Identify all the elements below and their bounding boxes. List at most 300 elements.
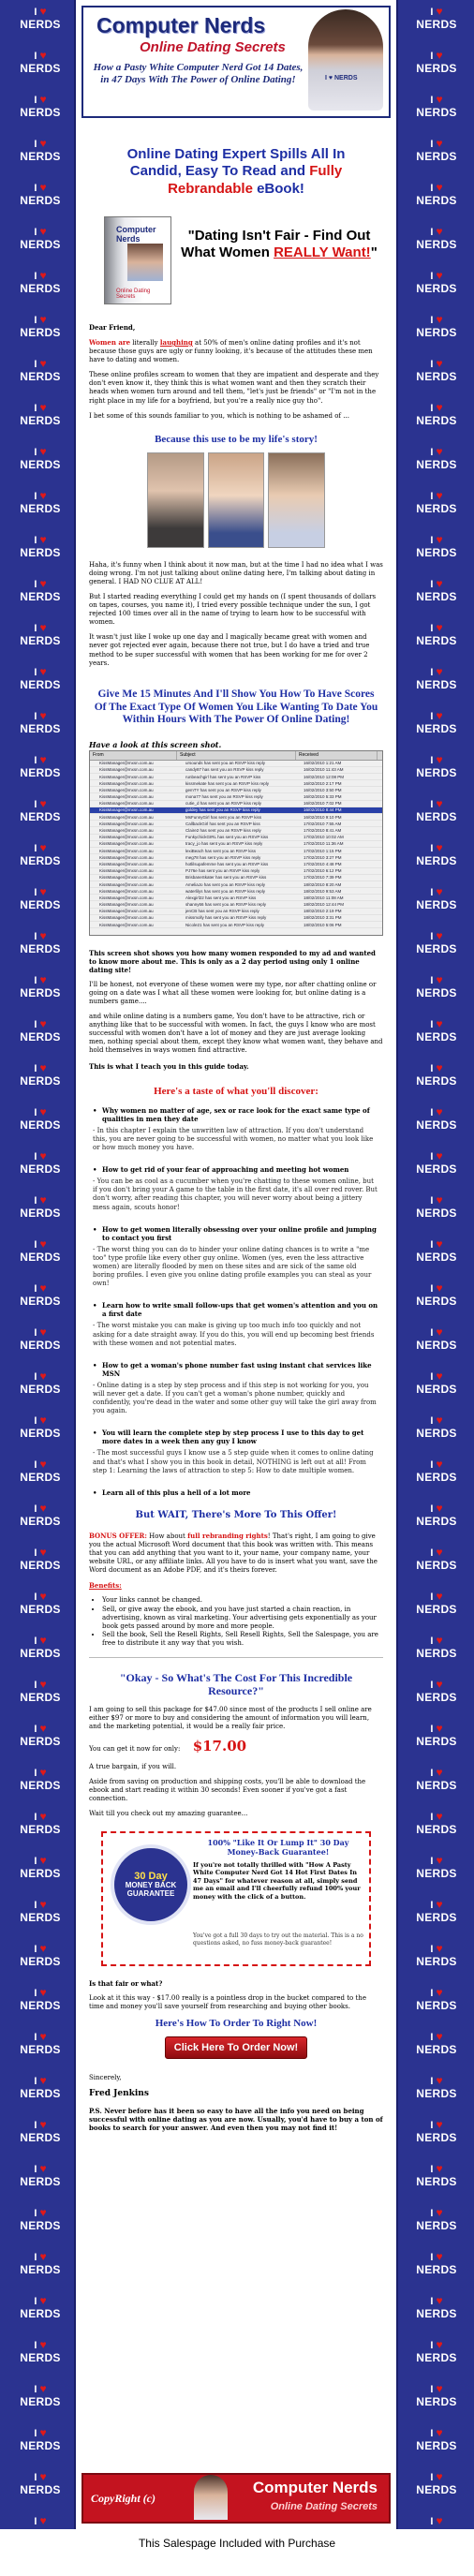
story-p1: Haha, it's funny when I think about it now man, but at the time I had no idea what I was doing wrong. I'm not just talking about online dating here, I'm talking about dating in general. I HAD NO CLUE AT ALL! <box>89 560 383 585</box>
i-heart-nerds-tile: I ♥ NERDS <box>20 1193 61 1220</box>
i-heart-nerds-tile: I ♥ NERDS <box>416 1898 457 1924</box>
email-date: 18/02/2010 2:19 PM <box>304 909 342 914</box>
heart-icon: ♥ <box>436 137 443 150</box>
i-heart-nerds-tile: I ♥ NERDS <box>20 2162 61 2188</box>
i-heart-nerds-tile: I ♥ NERDS <box>416 181 457 207</box>
heart-icon: ♥ <box>436 1942 443 1955</box>
after-p2: I'll be honest, not everyone of these women were my type, nor after chatting online or going on a date was I what all these women were looking for, but online dating is a numbers game.... <box>89 980 377 1006</box>
email-date: 18/02/2010 3:31 PM <box>304 915 342 921</box>
heart-icon: ♥ <box>436 1854 443 1867</box>
email-row[interactable] <box>90 868 382 875</box>
email-subject: ursounds has sent you an RSVP kiss reply <box>185 761 265 766</box>
i-heart-nerds-tile: I ♥ NERDS <box>20 1898 61 1924</box>
guarantee-title: 100% "Like It Or Lump It" 30 Day Money-Back Guarantee! <box>207 1838 349 1857</box>
story-heading: Because this use to be my life's story! <box>155 433 318 445</box>
email-from: KissManager@mxsn.com.au <box>99 767 154 773</box>
bullet-detail: - The worst mistake you can make is giving up too much info too quickly and not asking for a date straight away. If you do this, you will end up becoming best friends with these women and not potential mates. <box>93 1322 375 1347</box>
seal-bottom: GUARANTEE <box>126 1889 175 1899</box>
heart-icon: ♥ <box>436 2206 443 2219</box>
i-heart-nerds-tile: I ♥ NERDS <box>416 1149 457 1176</box>
heart-icon: ♥ <box>39 621 47 634</box>
i-heart-nerds-tile: I ♥ NERDS <box>20 973 61 999</box>
i-heart-nerds-tile: I ♥ NERDS <box>20 181 61 207</box>
email-row[interactable] <box>90 915 382 922</box>
after-p3: and while online dating is a numbers game, You don't have to be attractive, rich or anything like that to be successful with women. In fact, the guys I know who are most successful with women don't have a lot of money and they are just average looking men, nothing special about them, except they know what women want, they behave and hold themselves in ways women find attractive. <box>89 1013 383 1055</box>
email-row[interactable] <box>90 854 382 861</box>
after-p1: This screen shot shows you how many women responded to my ad and wanted to know more about me. This is only as a 2 day period using only 1 online dating site! <box>89 948 376 974</box>
i-heart-nerds-tile: I ♥ NERDS <box>20 2074 61 2100</box>
headline-highlight: Fully Rebrandable <box>168 163 343 197</box>
heart-icon: ♥ <box>39 533 47 546</box>
heart-icon: ♥ <box>436 2514 443 2527</box>
email-date: 17/02/2010 8:41 AM <box>304 828 342 834</box>
heart-icon: ♥ <box>39 1898 47 1911</box>
email-subject: Alexgirl22 has sent you an RSVP kiss <box>185 895 257 900</box>
email-from: KissManager@mxsn.com.au <box>99 895 154 900</box>
email-row[interactable] <box>90 861 382 867</box>
email-row[interactable] <box>90 780 382 787</box>
quote-end: " <box>370 244 378 260</box>
email-row[interactable] <box>90 814 382 821</box>
col-received: Received <box>296 751 378 760</box>
header-model-photo <box>308 9 383 111</box>
i-heart-nerds-tile: I ♥ NERDS <box>416 1369 457 1396</box>
email-from: KissManager@mxsn.com.au <box>99 794 154 800</box>
i-heart-nerds-tile: I ♥ NERDS <box>416 2514 457 2540</box>
i-heart-nerds-tile: I ♥ NERDS <box>416 1766 457 1792</box>
bargain-text: A true bargain, if you will. <box>89 1762 177 1770</box>
i-heart-nerds-tile: I ♥ NERDS <box>416 929 457 955</box>
heart-icon: ♥ <box>436 357 443 370</box>
intro-women: Women are <box>89 337 131 347</box>
ebook-cover-title: Computer Nerds <box>116 224 156 244</box>
heart-icon: ♥ <box>436 1502 443 1515</box>
i-heart-nerds-tile: I ♥ NERDS <box>416 1237 457 1264</box>
email-date: 16/02/2010 9:10 PM <box>304 814 342 820</box>
email-subject: goldey has sent you an RSVP kiss reply <box>185 807 260 813</box>
photo-3 <box>268 452 325 548</box>
email-date: 18/02/2010 5:06 PM <box>304 922 342 927</box>
i-heart-nerds-tile: I ♥ NERDS <box>416 1810 457 1836</box>
i-heart-nerds-tile: I ♥ NERDS <box>20 2118 61 2144</box>
i-heart-nerds-tile: I ♥ NERDS <box>416 1017 457 1044</box>
email-date: 16/02/2010 3:50 PM <box>304 787 342 792</box>
seal-days: 30 Day <box>134 1871 168 1883</box>
email-row[interactable] <box>90 909 382 915</box>
heart-icon: ♥ <box>39 313 47 326</box>
email-from: KissManager@mxsn.com.au <box>99 854 154 860</box>
email-subject: gemTY has sent you an RSVP kiss reply <box>185 787 261 792</box>
i-heart-nerds-tile: I ♥ NERDS <box>416 973 457 999</box>
heart-icon: ♥ <box>436 577 443 590</box>
intro-literally: literally <box>130 338 160 347</box>
heart-icon: ♥ <box>39 2030 47 2043</box>
footer-photo <box>194 2475 228 2520</box>
email-from: KissManager@mxsn.com.au <box>99 821 154 826</box>
signer-name: Fred Jenkins <box>89 2089 149 2099</box>
email-subject: lexiBeach has sent you an RSVP kiss <box>185 848 256 853</box>
email-from: KissManager@mxsn.com.au <box>99 861 154 866</box>
i-heart-nerds-tile: I ♥ NERDS <box>20 1766 61 1792</box>
bullet-title: • How to get women literally obsessing over your online profile and jumping to contact you first <box>93 1225 379 1242</box>
i-heart-nerds-tile: I ♥ NERDS <box>20 2426 61 2452</box>
benefits-label: Benefits: <box>89 1581 122 1591</box>
email-row[interactable] <box>90 881 382 888</box>
i-heart-nerds-tile: I ♥ NERDS <box>20 2294 61 2320</box>
heart-icon: ♥ <box>436 1369 443 1383</box>
heart-icon: ♥ <box>436 1722 443 1735</box>
bonus-rest: ! That's right, I am going to give you the actual Microsoft Word document that this book was written with. This means that you can add anything that you want to it, your name, your company name, your website URL, or any affiliate links. All you have to do is insert what you want, save the Word document as an Adobe PDF, and it's theirs forever. <box>89 1532 378 1575</box>
i-heart-nerds-tile: I ♥ NERDS <box>20 401 61 427</box>
i-heart-nerds-tile: I ♥ NERDS <box>20 1810 61 1836</box>
heart-icon: ♥ <box>39 181 47 194</box>
bullet-detail: - The most successful guys I know use a 5 step guide when it comes to online dating and that's what I show you in this book in detail, NOTHING is left out at all! From step 1: Learning the laws of attraction to step 5: How to date multiple women. <box>93 1449 374 1474</box>
email-row[interactable] <box>90 774 382 780</box>
i-heart-nerds-tile: I ♥ NERDS <box>20 1369 61 1396</box>
i-heart-nerds-tile: I ♥ NERDS <box>20 797 61 823</box>
i-heart-nerds-tile: I ♥ NERDS <box>416 1942 457 1968</box>
discover-bullet <box>93 1488 379 1497</box>
heart-icon: ♥ <box>39 665 47 678</box>
email-row[interactable] <box>90 793 382 800</box>
i-heart-nerds-tile: I ♥ NERDS <box>416 225 457 251</box>
heart-icon: ♥ <box>436 2030 443 2043</box>
email-date: 17/02/2010 4:48 PM <box>304 861 342 866</box>
email-from: KissManager@mxsn.com.au <box>99 761 154 766</box>
heart-icon: ♥ <box>436 1766 443 1779</box>
i-heart-nerds-tile: I ♥ NERDS <box>416 709 457 735</box>
heart-icon: ♥ <box>436 445 443 458</box>
heart-icon: ♥ <box>39 49 47 62</box>
bullet-title: • Why women no matter of age, sex or race look for the exact same type of qualities in men they date <box>93 1106 379 1123</box>
price-label: You can get it now for only: <box>89 1745 181 1754</box>
guarantee-seal-icon <box>111 1844 191 1925</box>
ebook-cover-photo <box>127 244 163 281</box>
i-heart-nerds-tile: I ♥ NERDS <box>416 2250 457 2276</box>
bonus-section <box>89 1532 383 1648</box>
benefit-item: • Your links cannot be changed. <box>102 1596 383 1605</box>
price-section <box>89 1706 383 1818</box>
email-row[interactable] <box>90 895 382 901</box>
guarantee-box <box>101 1831 371 1966</box>
heart-icon: ♥ <box>39 1017 47 1030</box>
delivery-text: Aside from saving on production and shipping costs, you'll be able to download the ebook and start reading it within 30 seconds! Even sooner if you've got a fast connection. <box>89 1777 366 1802</box>
discover-heading: Here's a taste of what you'll discover: <box>154 1085 318 1097</box>
sales-page <box>74 0 398 2529</box>
heart-icon: ♥ <box>436 1546 443 1559</box>
email-row[interactable] <box>90 767 382 774</box>
heart-icon: ♥ <box>436 1105 443 1118</box>
shirt-text: I ♥ NERDS <box>325 75 358 81</box>
bullet-title: • Learn how to write small follow-ups that get women's attention and you on a first date <box>93 1301 379 1318</box>
email-date: 16/02/2010 12:08 PM <box>304 774 345 779</box>
heart-icon: ♥ <box>39 797 47 810</box>
col-from: From <box>90 751 177 760</box>
email-subject: Claire2 has sent you an RSVP kiss reply <box>185 828 261 834</box>
heart-icon: ♥ <box>436 1898 443 1911</box>
heart-icon: ♥ <box>39 1722 47 1735</box>
heart-icon: ♥ <box>39 1061 47 1074</box>
heart-icon: ♥ <box>436 2470 443 2483</box>
heart-icon: ♥ <box>39 841 47 854</box>
email-row[interactable] <box>90 841 382 848</box>
heart-icon: ♥ <box>39 445 47 458</box>
after-shot-copy <box>89 949 383 1071</box>
headline-end: eBook! <box>252 180 304 197</box>
guarantee-body: If you're not totally thrilled with "How A Pasty White Computer Nerd Got 14 Hot First Dates In 47 Days" for whatever reason at all, simply send me an email and I'll cheerfully refund 100% your money with the click of a button. <box>193 1861 361 1901</box>
i-heart-nerds-tile: I ♥ NERDS <box>20 2470 61 2496</box>
email-subject: waterlilys has sent you an RSVP kiss reply <box>185 888 265 894</box>
bonus-rights: full rebranding rights <box>187 1531 268 1540</box>
seal-mid: MONEY BACK <box>125 1881 177 1890</box>
heart-icon: ♥ <box>39 1281 47 1295</box>
show-heading: Give Me 15 Minutes And I'll Show You How To Have Scores Of The Exact Type Of Women You Like Wanting To Date You Within Hours With The Power Of Online Dating! <box>94 688 378 726</box>
intro-rest: at 50% of men's online dating profiles and it's not because those guys are ugly or funny looking, it's because of the attitudes these men have to dating and women. <box>89 338 373 364</box>
i-heart-nerds-tile: I ♥ NERDS <box>416 1854 457 1880</box>
order-heading: Here's How To Order To Right Now! <box>155 2018 318 2030</box>
heart-icon: ♥ <box>39 2118 47 2131</box>
i-heart-nerds-tile: I ♥ NERDS <box>20 2030 61 2056</box>
heart-icon: ♥ <box>39 2250 47 2263</box>
email-date: 17/02/2010 6:12 PM <box>304 868 342 874</box>
i-heart-nerds-tile: I ♥ NERDS <box>20 1458 61 1484</box>
heart-icon: ♥ <box>436 1678 443 1691</box>
photo-1 <box>147 452 204 548</box>
intro-paragraph-2: These online profiles scream to women that they are impatient and desperate and they don't even know it, they think this is what women want and then they scratch their heads when women turn around and tell them, "let's just be friends" or "I'm not in the right place in my life for a boyfriend, but you're a really nice guy tho". <box>89 371 379 405</box>
photo-2 <box>208 452 265 548</box>
email-date: 17/02/2010 3:27 PM <box>304 854 342 860</box>
i-heart-nerds-tile: I ♥ NERDS <box>20 1986 61 2012</box>
i-heart-nerds-tile: I ♥ NERDS <box>416 533 457 559</box>
email-subject: Nicole21 has sent you an RSVP kiss reply <box>185 922 264 927</box>
i-heart-nerds-tile: I ♥ NERDS <box>416 1458 457 1484</box>
email-from: KissManager@mxsn.com.au <box>99 787 154 792</box>
email-row[interactable] <box>90 801 382 807</box>
email-date: 18/02/2010 12:44 PM <box>304 902 345 908</box>
heart-icon: ♥ <box>436 313 443 326</box>
email-row[interactable] <box>90 888 382 895</box>
footer-banner <box>81 2473 391 2524</box>
i-heart-nerds-tile: I ♥ NERDS <box>20 1105 61 1132</box>
email-date: 17/02/2010 1:15 PM <box>304 848 342 853</box>
discover-bullet <box>93 1301 379 1347</box>
email-date: 18/02/2010 9:53 AM <box>304 888 342 894</box>
heart-icon: ♥ <box>436 1458 443 1471</box>
i-heart-nerds-tile: I ♥ NERDS <box>20 1325 61 1352</box>
intro-paragraph-3: I bet some of this sounds familiar to you, which is nothing to be ashamed of ... <box>89 411 349 420</box>
heart-icon: ♥ <box>436 5 443 18</box>
price-body: I am going to sell this package for $47.00 since most of the products I sell online are either $97 or more to buy and considering the amount of information you will learn, and the marketing potential, it would be a really fair price. <box>89 1705 372 1730</box>
heart-icon: ♥ <box>436 1590 443 1603</box>
i-heart-nerds-tile: I ♥ NERDS <box>20 1237 61 1264</box>
heart-icon: ♥ <box>436 621 443 634</box>
i-heart-nerds-tile: I ♥ NERDS <box>416 49 457 75</box>
heart-icon: ♥ <box>39 489 47 502</box>
i-heart-nerds-tile: I ♥ NERDS <box>20 49 61 75</box>
i-heart-nerds-tile: I ♥ NERDS <box>20 841 61 867</box>
i-heart-nerds-tile: I ♥ NERDS <box>20 1281 61 1308</box>
signature-section <box>89 2074 383 2132</box>
email-row[interactable] <box>90 875 382 881</box>
email-from: KissManager@mxsn.com.au <box>99 814 154 820</box>
email-subject: PJ76e has sent you an RSVP kiss reply <box>185 868 260 874</box>
heart-icon: ♥ <box>39 2206 47 2219</box>
bullet-title: • How to get a woman's phone number fast using instant chat services like MSN <box>93 1361 379 1378</box>
headline-text: Online Dating Expert Spills All In Candid, Easy To Read and <box>126 146 346 180</box>
story-p2: But I started reading everything I could get my hands on (I spent thousands of dollars on tapes, courses, you name it), I tried every possible technique under the sun, I got rejected 100 times over all in the name of trying to learn how to be successful with women. <box>89 593 377 627</box>
bonus-mid: How about <box>146 1532 188 1540</box>
heart-icon: ♥ <box>39 137 47 150</box>
email-from: KissManager@mxsn.com.au <box>99 841 154 847</box>
heart-icon: ♥ <box>39 2338 47 2351</box>
heart-icon: ♥ <box>436 2074 443 2087</box>
email-subject: missmolly has sent you an RSVP kiss reply <box>185 915 267 921</box>
email-subject: FunkychickGIRL has sent you an RSVP kiss <box>185 835 269 840</box>
i-heart-nerds-tile: I ♥ NERDS <box>416 445 457 471</box>
i-heart-nerds-tile: I ♥ NERDS <box>416 577 457 603</box>
email-row[interactable] <box>90 835 382 841</box>
email-date: 16/02/2010 8:44 PM <box>304 807 342 813</box>
heart-icon: ♥ <box>39 1546 47 1559</box>
price-line <box>89 1738 383 1756</box>
email-subject: tracy_jo has sent you an RSVP kiss reply <box>185 841 263 847</box>
ebook-section <box>76 211 396 323</box>
i-heart-nerds-tile: I ♥ NERDS <box>416 753 457 779</box>
order-now-button[interactable]: Click Here To Order Now! <box>165 2036 307 2059</box>
ps-text: P.S. Never before has it been so easy to have all the info you need on being successful with online dating as you are now. Usually, you'd have to buy a ton of books to search for your answer. And even then you may not find it! <box>89 2107 383 2133</box>
email-row[interactable] <box>90 901 382 908</box>
heart-icon: ♥ <box>39 2514 47 2527</box>
email-subject: mona77 has sent you an RSVP kiss reply <box>185 794 263 800</box>
heart-icon: ♥ <box>436 973 443 986</box>
heart-icon: ♥ <box>436 1414 443 1427</box>
heart-icon: ♥ <box>39 1369 47 1383</box>
i-heart-nerds-tile: I ♥ NERDS <box>416 401 457 427</box>
heart-icon: ♥ <box>436 93 443 106</box>
i-heart-nerds-tile: I ♥ NERDS <box>416 93 457 119</box>
i-heart-nerds-tile: I ♥ NERDS <box>416 1502 457 1528</box>
heart-icon: ♥ <box>436 2250 443 2263</box>
heart-icon: ♥ <box>436 1149 443 1162</box>
after-p4: This is what I teach you in this guide today. <box>89 1061 249 1071</box>
wait-heading: But WAIT, There's More To This Offer! <box>135 1509 337 1520</box>
fair-section <box>89 1979 383 2011</box>
heart-icon: ♥ <box>436 1061 443 1074</box>
email-rows <box>90 761 382 929</box>
price-value: $17.00 <box>192 1738 247 1755</box>
i-heart-nerds-tile: I ♥ NERDS <box>416 2382 457 2408</box>
copyright: CopyRight (c) <box>91 2492 156 2505</box>
i-heart-nerds-tile: I ♥ NERDS <box>416 137 457 163</box>
bullet-list <box>76 1106 396 1497</box>
quote-highlight: REALLY Want! <box>274 244 371 260</box>
email-row[interactable] <box>90 848 382 854</box>
email-date: 16/02/2010 11:43 AM <box>304 767 344 773</box>
quote-text: "Dating Isn't Fair - Find Out What Women <box>181 227 371 260</box>
i-heart-nerds-tile: I ♥ NERDS <box>416 797 457 823</box>
heart-icon: ♥ <box>436 1986 443 1999</box>
email-from: KissManager@mxsn.com.au <box>99 881 154 887</box>
email-from: KissManager@mxsn.com.au <box>99 922 154 927</box>
heart-icon: ♥ <box>436 1017 443 1030</box>
i-heart-nerds-tile: I ♥ NERDS <box>416 1105 457 1132</box>
bullet-detail: - You can be as cool as a cucumber when you're chatting to these women online, but if you don't bring your A game to the table in the first date, it's all over red rover. But don't worry, after reading this chapter, you will never worry about being a jittery mess again, scouts honor! <box>93 1177 378 1211</box>
email-from: KissManager@mxsn.com.au <box>99 909 154 914</box>
email-date: 17/02/2010 7:55 AM <box>304 821 342 826</box>
i-heart-nerds-tile: I ♥ NERDS <box>416 2470 457 2496</box>
bullet-detail: - The worst thing you can do to hinder your online dating chances is to write a "me too" type profile like every other guy online. Women (yes, even the less attractive women) are literally flooded by men on these sites and are sick of the same old boring profiles. I even give you online dating profile examples you can steal as your own! <box>93 1245 372 1288</box>
email-date: 16/02/2010 7:02 PM <box>304 801 342 807</box>
i-heart-nerds-tile: I ♥ NERDS <box>416 1281 457 1308</box>
i-heart-nerds-tile: I ♥ NERDS <box>20 445 61 471</box>
email-row[interactable] <box>90 821 382 827</box>
i-heart-nerds-tile: I ♥ NERDS <box>416 269 457 295</box>
email-subject: jenCB has sent you an RSVP kiss reply <box>185 909 259 914</box>
heart-icon: ♥ <box>39 1237 47 1251</box>
i-heart-nerds-tile: I ♥ NERDS <box>416 2162 457 2188</box>
i-heart-nerds-tile: I ♥ NERDS <box>20 1678 61 1704</box>
heart-icon: ♥ <box>39 1986 47 1999</box>
i-heart-nerds-tile: I ♥ NERDS <box>416 841 457 867</box>
i-heart-nerds-tile: I ♥ NERDS <box>20 929 61 955</box>
i-heart-nerds-tile: I ♥ NERDS <box>416 2338 457 2364</box>
email-date: 16/02/2010 1:21 AM <box>304 761 342 766</box>
heart-icon: ♥ <box>39 2162 47 2175</box>
footer-logo: Computer Nerds <box>252 2479 378 2496</box>
i-heart-nerds-tile: I ♥ NERDS <box>20 1590 61 1616</box>
i-heart-nerds-tile: I ♥ NERDS <box>416 1061 457 1088</box>
heart-icon: ♥ <box>436 489 443 502</box>
i-heart-nerds-tile: I ♥ NERDS <box>20 313 61 339</box>
i-heart-nerds-tile: I ♥ NERDS <box>416 2294 457 2320</box>
heart-icon: ♥ <box>39 753 47 766</box>
heart-icon: ♥ <box>39 1458 47 1471</box>
email-from: KissManager@mxsn.com.au <box>99 774 154 779</box>
heart-icon: ♥ <box>39 93 47 106</box>
discover-bullet <box>93 1106 379 1152</box>
i-heart-nerds-tile: I ♥ NERDS <box>20 753 61 779</box>
bullet-detail: - Online dating is a step by step process and if this step is not working for you, you will never get a date. If you can't get a woman's phone number, quickly and confidently, you're dead in the water and some other guy will take the girl away from you again. <box>93 1381 377 1415</box>
email-from: KissManager@mxsn.com.au <box>99 915 154 921</box>
heart-icon: ♥ <box>39 1678 47 1691</box>
email-row[interactable] <box>90 761 382 767</box>
email-row[interactable] <box>90 827 382 834</box>
bullet-detail: - In this chapter I explain the unwritten law of attraction. If you don't understand this, you are never going to be successful with women, no matter what you look like or how much money you have. <box>93 1126 374 1152</box>
i-heart-nerds-tile: I ♥ NERDS <box>416 665 457 691</box>
email-row[interactable] <box>90 922 382 928</box>
i-heart-nerds-tile: I ♥ NERDS <box>416 621 457 647</box>
i-heart-nerds-tile: I ♥ NERDS <box>20 93 61 119</box>
heart-icon: ♥ <box>436 1281 443 1295</box>
discover-bullet <box>93 1361 379 1416</box>
i-heart-nerds-tile: I ♥ NERDS <box>416 1986 457 2012</box>
heart-icon: ♥ <box>436 797 443 810</box>
email-subject: shanny66 has sent you an RSVP kiss reply <box>185 902 266 908</box>
email-from: KissManager@mxsn.com.au <box>99 868 154 874</box>
ebook-quote <box>181 228 378 261</box>
heart-icon: ♥ <box>39 1590 47 1603</box>
email-date: 18/02/2010 11:08 AM <box>304 895 344 900</box>
heart-icon: ♥ <box>436 2338 443 2351</box>
page-caption: This Salespage Included with Purchase <box>138 2537 336 2550</box>
email-subject: BrisbaneSkater has sent you an RSVP kiss <box>185 875 267 881</box>
i-heart-nerds-tile: I ♥ NERDS <box>20 2514 61 2540</box>
heart-icon: ♥ <box>436 665 443 678</box>
email-row[interactable] <box>90 807 382 814</box>
heart-icon: ♥ <box>436 841 443 854</box>
heart-icon: ♥ <box>39 1414 47 1427</box>
email-row[interactable] <box>90 787 382 793</box>
